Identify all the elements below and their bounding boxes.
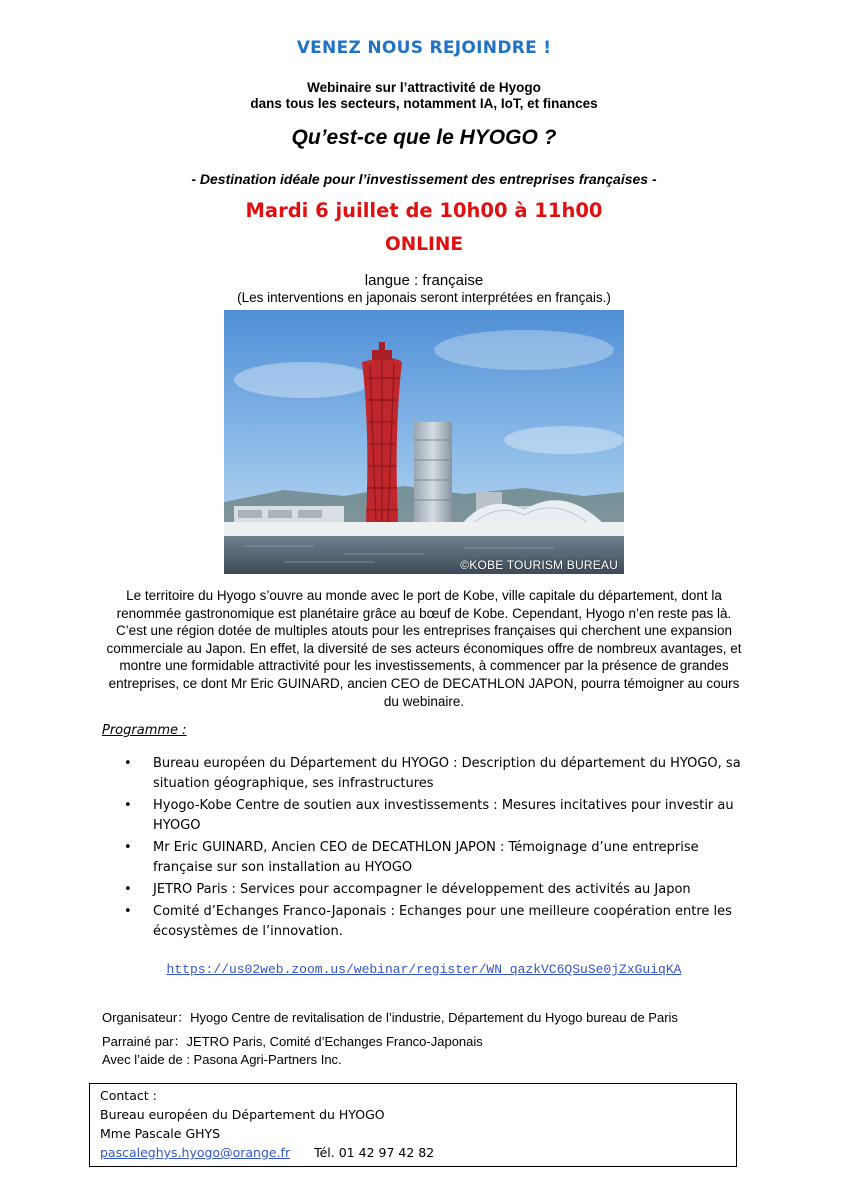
program-list — [118, 754, 758, 944]
webinar-subtitle-line2: dans tous les secteurs, notamment IA, IoT, et finances — [250, 96, 598, 111]
bullet-icon: • — [124, 904, 132, 919]
list-item — [118, 796, 758, 836]
page-title: Qu’est-ce que le HYOGO ? — [291, 126, 557, 149]
list-item — [118, 880, 758, 900]
program-item-text: Bureau européen du Département du HYOGO : Description du département du HYOGO, sa situation géographique, ses infrastructures — [153, 756, 741, 791]
intro-paragraph: Le territoire du Hyogo s’ouvre au monde avec le port de Kobe, ville capitale du département, dont la renommée gastronomique est planétaire grâce au bœuf de Kobe. Cependant, Hyogo n’en reste pas là. C’est une région dotée de multiples atouts pour les entreprises françaises qui cherchent une expansion commerciale au Japon. En effet, la diversité de ses acteurs économiques offre de nombreux avantages, et montre une formidable attractivité pour les investissements, à commencer par la présence de grandes entreprises, ce dont Mr Eric GUINARD, ancien CEO de DECATHLON JAPON, pourra témoigner au cours du webinaire. — [106, 588, 742, 709]
contact-phone: Tél. 01 42 97 42 82 — [314, 1145, 435, 1160]
program-item-text: JETRO Paris : Services pour accompagner le développement des activités au Japon — [153, 882, 691, 897]
support-line: Avec l’aide de : Pasona Agri-Partners Inc. — [102, 1052, 342, 1067]
webinar-subtitle-line1: Webinaire sur l’attractivité de Hyogo — [307, 80, 541, 95]
join-us-heading: VENEZ NOUS REJOINDRE ! — [296, 38, 552, 58]
bullet-icon: • — [124, 840, 132, 855]
list-item — [118, 838, 758, 878]
contact-box — [89, 1083, 737, 1167]
program-item-text: Mr Eric GUINARD, Ancien CEO de DECATHLON JAPON : Témoignage d’une entreprise française sur son installation au HYOGO — [153, 840, 699, 875]
program-heading: Programme : — [102, 723, 187, 738]
bullet-icon: • — [124, 756, 132, 771]
event-date: Mardi 6 juillet de 10h00 à 11h00 — [245, 199, 603, 222]
language-info: langue : française — [364, 272, 484, 289]
kobe-port-photo — [224, 310, 624, 574]
program-item-text: Hyogo-Kobe Centre de soutien aux investissements : Mesures incitatives pour investir au HYOGO — [153, 798, 734, 833]
sponsor-line: Parrainé par：JETRO Paris, Comité d’Echanges Franco-Japonais — [102, 1034, 483, 1049]
interpretation-note: (Les interventions en japonais seront interprétées en français.) — [237, 290, 611, 305]
event-mode: ONLINE — [384, 234, 463, 255]
bullet-icon: • — [124, 882, 132, 897]
contact-label: Contact : — [100, 1088, 157, 1103]
program-item-text: Comité d’Echanges Franco-Japonais : Echanges pour une meilleure coopération entre les écosystèmes de l’innovation. — [153, 904, 732, 939]
destination-tagline: - Destination idéale pour l’investissement des entreprises françaises - — [191, 171, 657, 187]
photo-credit: ©KOBE TOURISM BUREAU — [460, 558, 618, 572]
bullet-icon: • — [124, 798, 132, 813]
contact-email-link[interactable]: pascaleghys.hyogo@orange.fr — [100, 1145, 291, 1160]
contact-office: Bureau européen du Département du HYOGO — [100, 1107, 385, 1122]
list-item — [118, 902, 758, 942]
list-item — [118, 754, 758, 794]
contact-person: Mme Pascale GHYS — [100, 1126, 221, 1141]
organizer-line: Organisateur：Hyogo Centre de revitalisation de l’industrie, Département du Hyogo bureau de Paris — [102, 1010, 678, 1025]
registration-link[interactable]: https://us02web.zoom.us/webinar/register/WN_qazkVC6QSuSe0jZxGuiqKA — [166, 962, 682, 977]
